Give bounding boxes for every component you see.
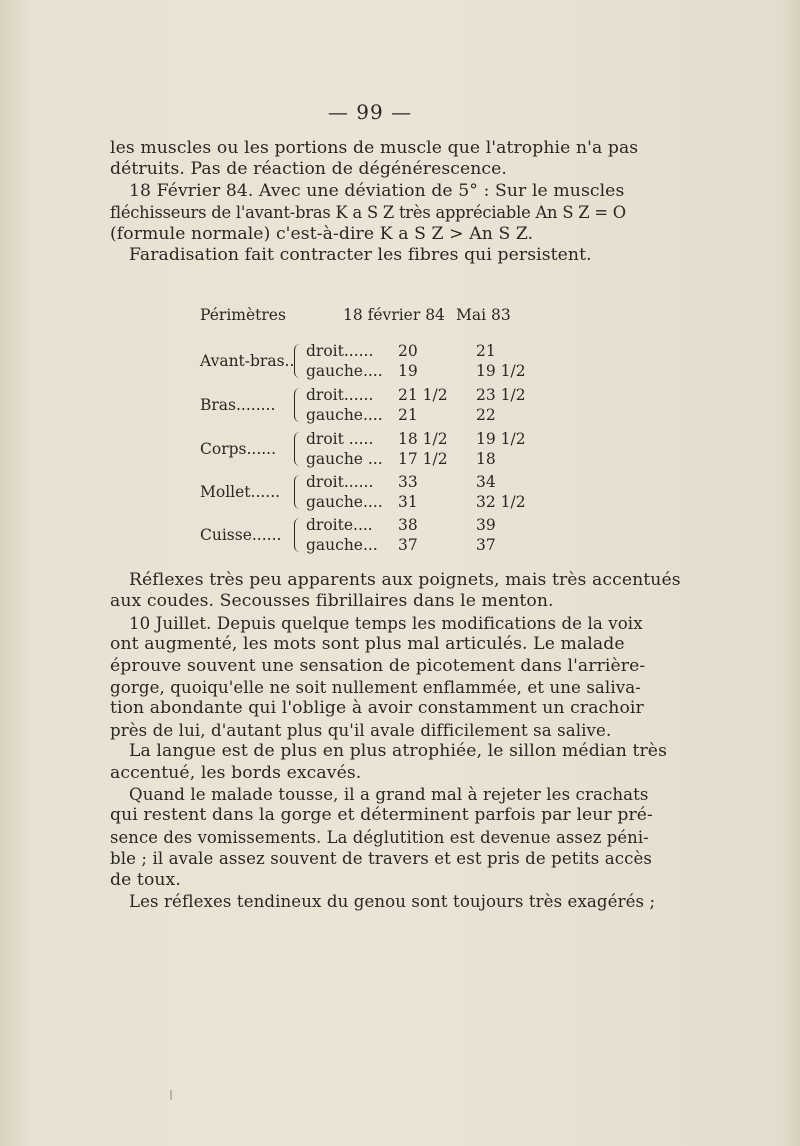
brace-mark	[294, 344, 301, 378]
value-fevrier: 20	[398, 342, 418, 360]
group-label: Bras........	[200, 396, 276, 414]
text-line: La langue est de plus en plus atrophiée, le sillon médian très	[129, 741, 667, 762]
table-group-mollet	[200, 472, 530, 512]
page-number: — 99 —	[327, 100, 413, 124]
text-line: Réflexes très peu apparents aux poignets, mais très accentués	[129, 570, 681, 590]
table-row	[306, 535, 536, 555]
side-label: gauche...	[306, 536, 378, 554]
table-header-fevrier-84: 18 février 84	[343, 306, 445, 324]
value-mai: 34	[476, 473, 496, 491]
text-line: 10 Juillet. Depuis quelque temps les modifications de la voix	[129, 613, 643, 633]
text-line: ble ; il avale assez souvent de travers et est pris de petits accès	[110, 849, 653, 869]
group-label: Mollet......	[200, 483, 281, 501]
value-fevrier: 38	[398, 516, 418, 534]
side-label: gauche ...	[306, 450, 383, 468]
table-header-perimetres: Périmètres	[200, 306, 286, 324]
value-mai: 32 1/2	[476, 493, 526, 511]
text-line: éprouve souvent une sensation de picotement dans l'arrière-	[110, 655, 646, 676]
value-fevrier: 21 1/2	[398, 386, 448, 404]
side-label: droit......	[306, 342, 374, 360]
table-header-mai-83: Mai 83	[456, 306, 511, 324]
paragraph-clinical-observations	[110, 570, 681, 913]
table-row	[306, 405, 536, 425]
side-label: droit......	[306, 473, 374, 491]
value-mai: 37	[476, 536, 496, 554]
text-line: gorge, quoiqu'elle ne soit nullement enflammée, et une saliva-	[110, 678, 641, 698]
value-mai: 22	[476, 406, 496, 424]
value-fevrier: 18 1/2	[398, 430, 448, 448]
table-group-cuisse	[200, 515, 530, 555]
text-line: ont augmenté, les mots sont plus mal articulés. Le malade	[110, 634, 625, 655]
paragraph-atrophy-notes	[110, 138, 639, 266]
text-line: qui restent dans la gorge et déterminent parfois par leur pré-	[110, 805, 653, 826]
value-fevrier: 19	[398, 362, 418, 380]
side-label: droit......	[306, 386, 374, 404]
table-row	[306, 429, 536, 449]
text-line: de toux.	[110, 869, 181, 890]
text-line: tion abondante qui l'oblige à avoir constamment un crachoir	[110, 698, 644, 719]
value-mai: 19 1/2	[476, 362, 526, 380]
text-line: fléchisseurs de l'avant-bras K a S Z très appréciable An S Z = O	[110, 203, 626, 223]
value-fevrier: 17 1/2	[398, 450, 448, 468]
table-group-avant-bras	[200, 341, 530, 381]
side-label: gauche....	[306, 406, 383, 424]
text-line: (formule normale) c'est-à-dire K a S Z > An S Z.	[110, 223, 534, 244]
side-label: droit .....	[306, 430, 374, 448]
stray-ink-mark	[170, 1090, 172, 1100]
text-line: 18 Février 84. Avec une déviation de 5° : Sur le muscles	[129, 180, 625, 201]
value-mai: 21	[476, 342, 496, 360]
side-label: droite....	[306, 516, 373, 534]
text-line: accentué, les bords excavés.	[110, 762, 362, 783]
table-row	[306, 492, 536, 512]
value-fevrier: 37	[398, 536, 418, 554]
side-label: gauche....	[306, 362, 383, 380]
text-line: les muscles ou les portions de muscle que l'atrophie n'a pas	[110, 138, 639, 158]
table-row	[306, 385, 536, 405]
table-row	[306, 361, 536, 381]
text-line: Quand le malade tousse, il a grand mal à rejeter les crachats	[129, 785, 649, 805]
brace-mark	[294, 432, 301, 466]
value-fevrier: 33	[398, 473, 418, 491]
text-line: Faradisation fait contracter les fibres qui persistent.	[129, 245, 592, 266]
group-label: Corps......	[200, 440, 277, 458]
table-group-bras	[200, 385, 530, 425]
group-label: Cuisse......	[200, 526, 282, 544]
text-line: sence des vomissements. La déglutition est devenue assez péni-	[110, 827, 649, 847]
value-mai: 39	[476, 516, 496, 534]
text-line: près de lui, d'autant plus qu'il avale difficilement sa salive.	[110, 720, 612, 740]
table-row	[306, 515, 536, 535]
value-fevrier: 21	[398, 406, 418, 424]
value-mai: 23 1/2	[476, 386, 526, 404]
text-line: aux coudes. Secousses fibrillaires dans le menton.	[110, 591, 554, 612]
value-fevrier: 31	[398, 493, 418, 511]
table-row	[306, 341, 536, 361]
side-label: gauche....	[306, 493, 383, 511]
table-row	[306, 449, 536, 469]
brace-mark	[294, 475, 301, 509]
brace-mark	[294, 518, 301, 552]
group-label: Avant-bras..	[200, 352, 295, 370]
table-row	[306, 472, 536, 492]
value-mai: 19 1/2	[476, 430, 526, 448]
table-group-corps	[200, 429, 530, 469]
text-line: détruits. Pas de réaction de dégénérescence.	[110, 159, 507, 180]
brace-mark	[294, 388, 301, 422]
text-line: Les réflexes tendineux du genou sont toujours très exagérés ;	[129, 892, 656, 912]
value-mai: 18	[476, 450, 496, 468]
